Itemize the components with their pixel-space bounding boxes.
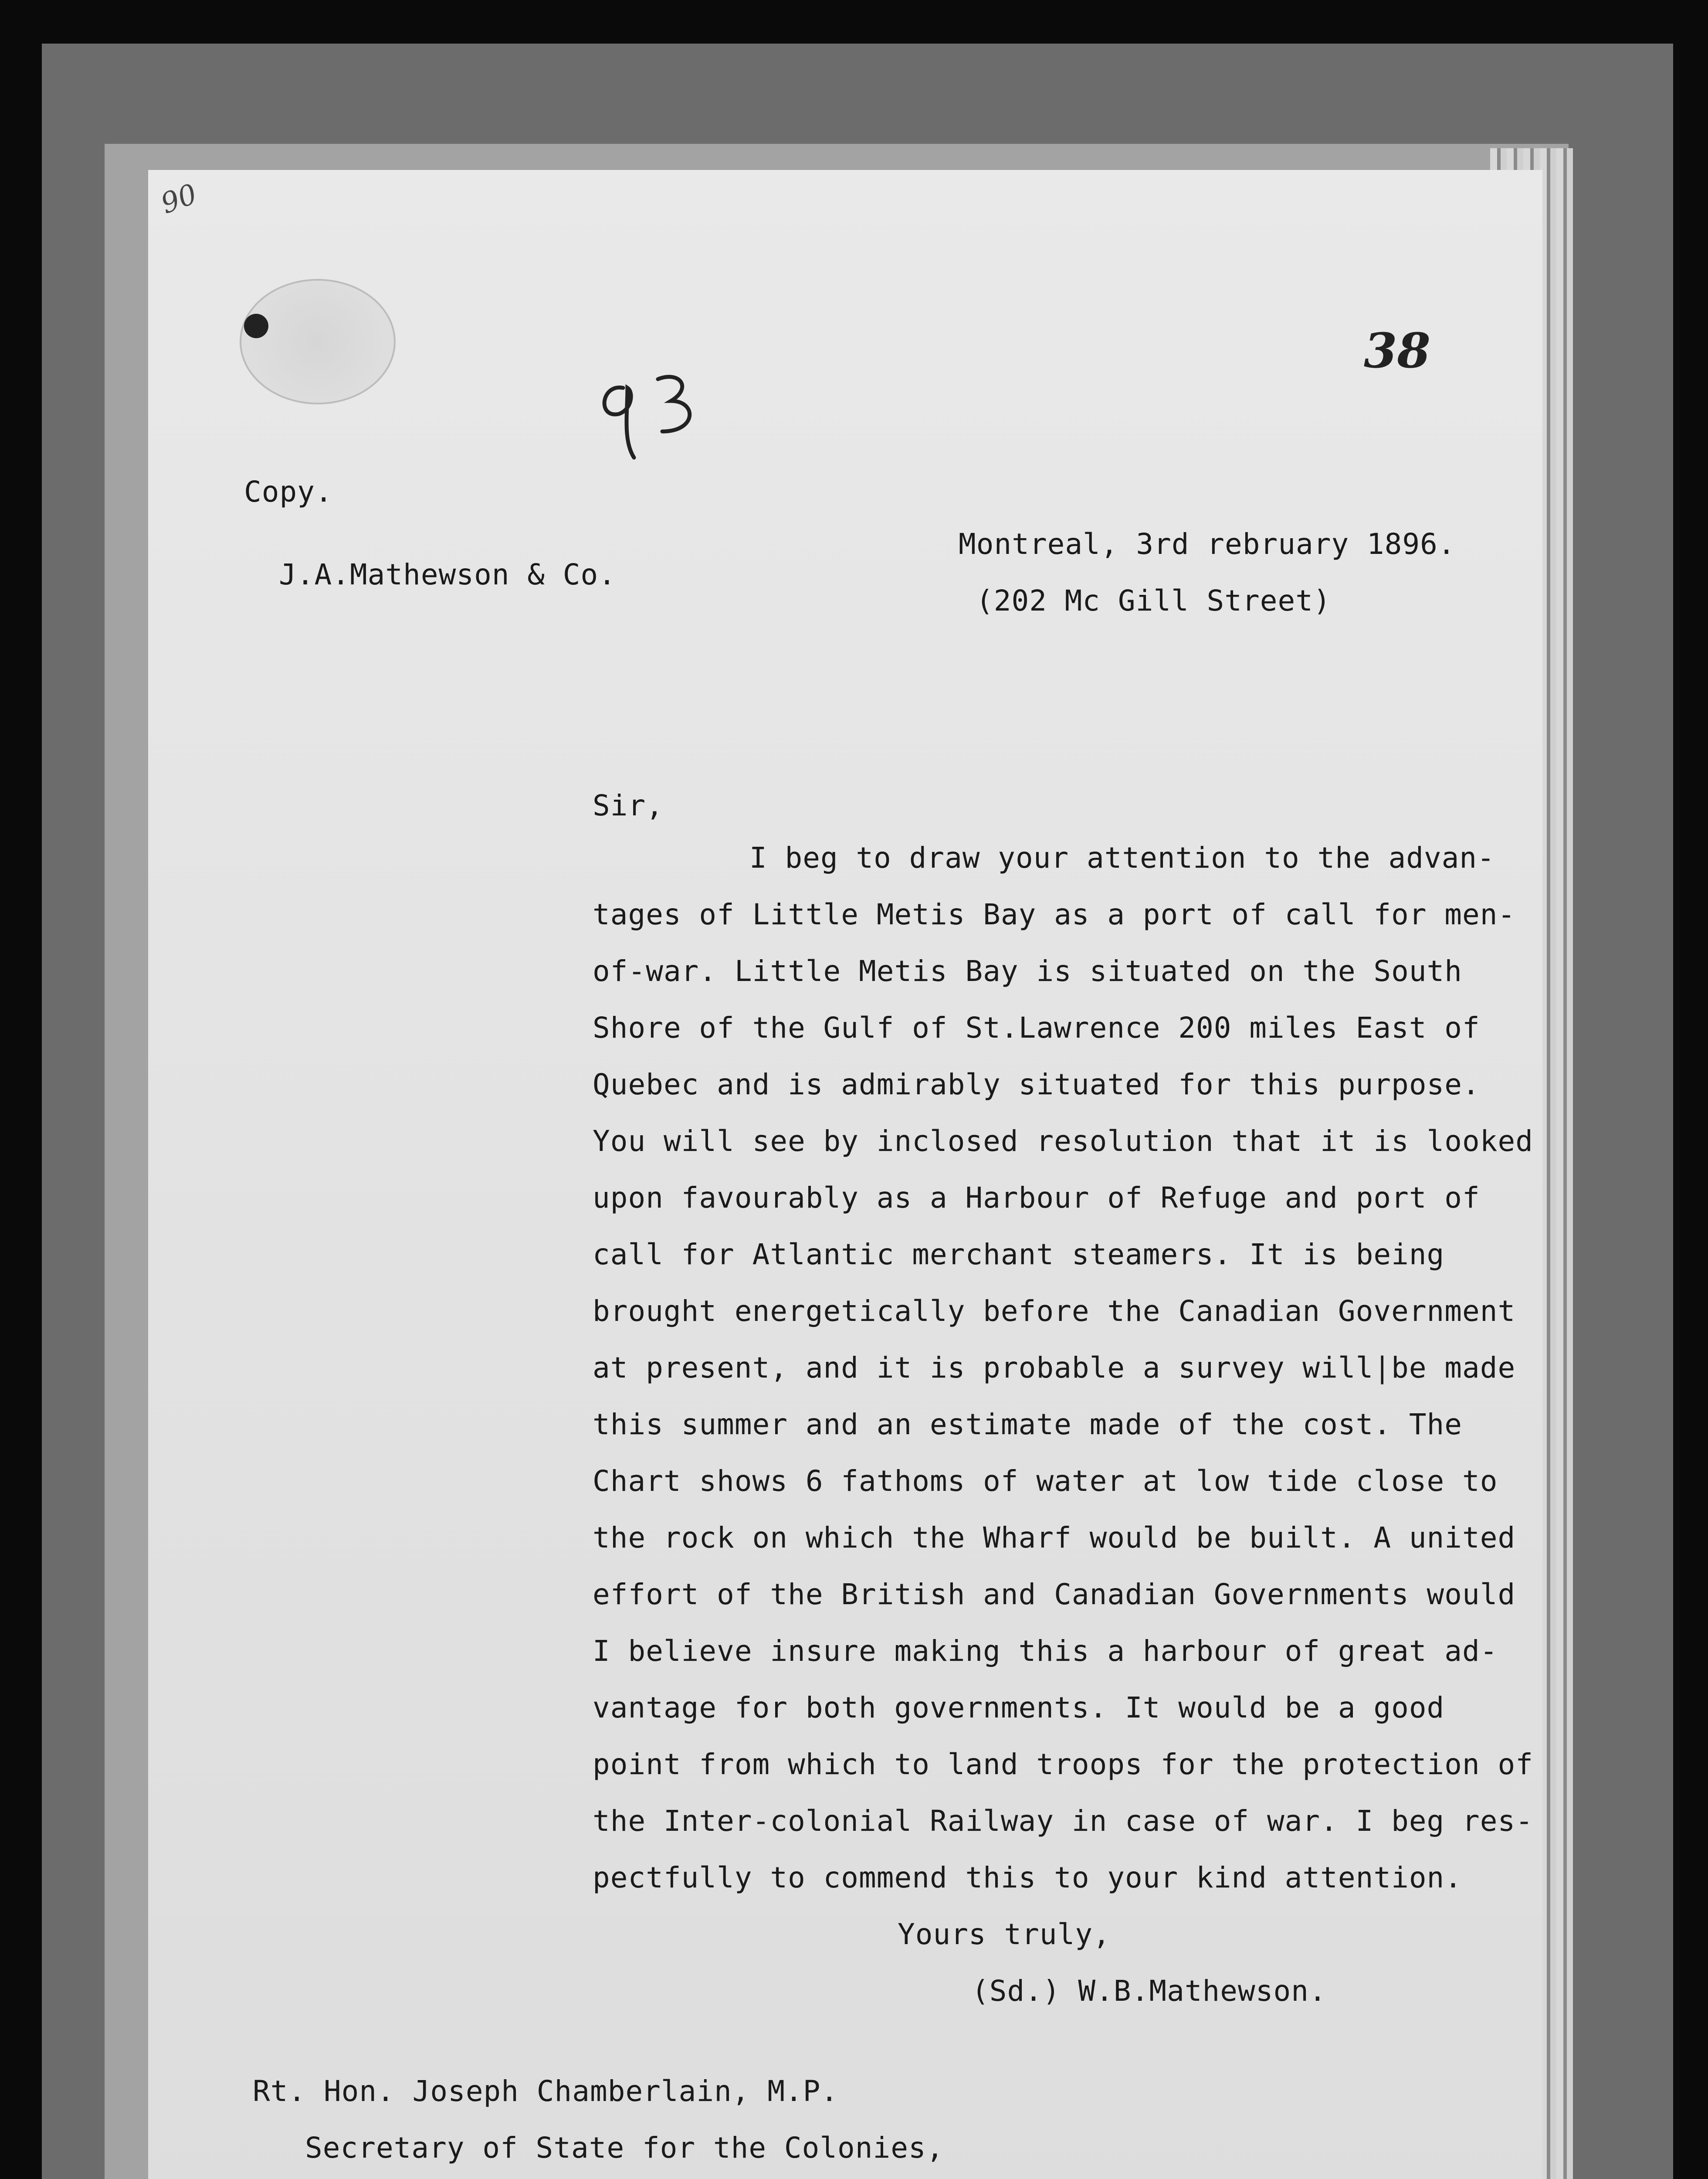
- body-line: upon favourably as a Harbour of Refuge and port of: [593, 1181, 1480, 1215]
- body-line: of-war. Little Metis Bay is situated on the South: [593, 954, 1463, 988]
- folio-mark: 90: [156, 178, 201, 221]
- body-line: brought energetically before the Canadian Government: [593, 1294, 1516, 1328]
- body-line: Shore of the Gulf of St.Lawrence 200 miles East of: [593, 1011, 1480, 1045]
- sender-firm: J.A.Mathewson & Co.: [279, 558, 616, 591]
- embossed-seal: [240, 279, 396, 404]
- body-line: vantage for both governments. It would be a good: [593, 1691, 1445, 1724]
- handwritten-number-93: [593, 366, 706, 466]
- body-line: effort of the British and Canadian Governments would: [593, 1578, 1516, 1611]
- body-line: You will see by inclosed resolution that it is looked: [593, 1124, 1533, 1158]
- body-line: Quebec and is admirably situated for this purpose.: [593, 1068, 1480, 1101]
- body-line: tages of Little Metis Bay as a port of call for men-: [593, 898, 1516, 931]
- address-line: (202 Mc Gill Street): [976, 584, 1331, 618]
- body-line: point from which to land troops for the protection of: [593, 1748, 1533, 1781]
- salutation: Sir,: [593, 789, 664, 822]
- body-line: the rock on which the Wharf would be built. A united: [593, 1521, 1516, 1554]
- body-line: pectfully to commend this to your kind attention.: [593, 1861, 1463, 1894]
- body-line: this summer and an estimate made of the cost. The: [593, 1408, 1463, 1441]
- page-number: 38: [1364, 322, 1431, 379]
- body-line: the Inter-colonial Railway in case of war. I beg res-: [593, 1804, 1533, 1838]
- date-line: Montreal, 3rd rebruary 1896.: [959, 527, 1456, 561]
- recipient-line: Secretary of State for the Colonies,: [305, 2131, 944, 2165]
- recipient-line: Rt. Hon. Joseph Chamberlain, M.P.: [253, 2074, 839, 2108]
- body-line: I believe insure making this a harbour of great ad-: [593, 1634, 1498, 1668]
- body-line: Chart shows 6 fathoms of water at low tide close to: [593, 1464, 1498, 1498]
- body-line: at present, and it is probable a survey will|be made: [593, 1351, 1516, 1385]
- signature: (Sd.) W.B.Mathewson.: [972, 1974, 1327, 2008]
- body-line: call for Atlantic merchant steamers. It is being: [593, 1238, 1445, 1271]
- closing: Yours truly,: [898, 1918, 1111, 1951]
- body-line: I beg to draw your attention to the advan-: [749, 841, 1495, 875]
- letter-page: [148, 170, 1542, 2179]
- copy-label: Copy.: [244, 475, 333, 509]
- ink-blot: [244, 314, 268, 338]
